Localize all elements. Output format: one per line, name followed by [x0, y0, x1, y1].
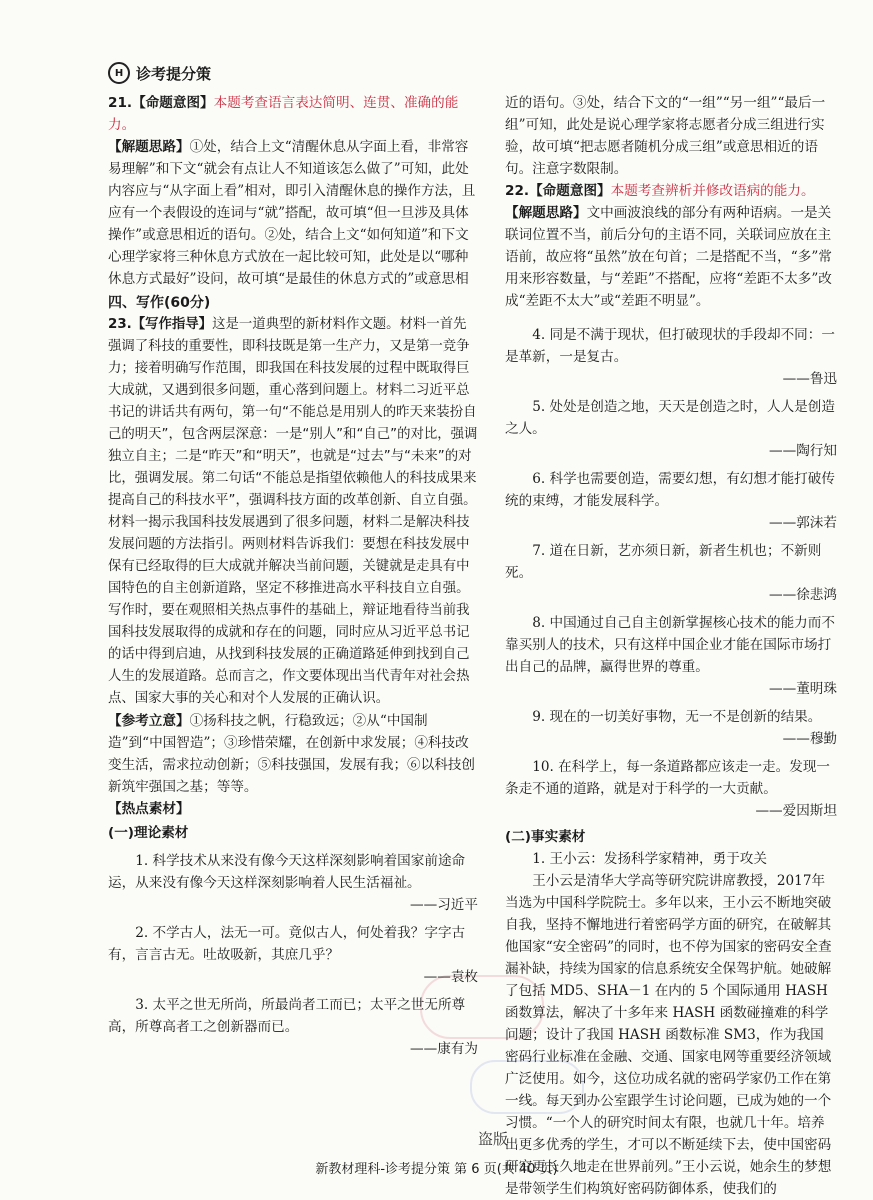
quote-author: ——袁枚 [423, 969, 478, 985]
q21-intent-text: 本题考查语言表达简明、连贯、准确的能力。 [108, 95, 459, 133]
page-footer: 新教材理科-诊考提分策 第 6 页(共 40 页) [315, 1162, 558, 1177]
quote-text: 10. 在科学上，每一条道路都应该走一走。发现一条走不通的道路，就是对于科学的一大贡献。 [505, 759, 831, 797]
q22-intent-text: 本题考查辨析并修改语病的能力。 [610, 183, 815, 199]
quote-author: ——陶行知 [769, 443, 837, 459]
brand-logo-icon: H [108, 62, 130, 84]
quote-item [505, 756, 837, 822]
q23-ideas [108, 710, 478, 798]
brand-title: 诊考提分策 [136, 64, 212, 83]
quote-text: 5. 处处是创造之地，天天是创造之时，人人是创造之人。 [505, 399, 835, 437]
q23-guide-text: 这是一道典型的新材料作文题。材料一首先强调了科技的重要性，即科技既是第一生产力，又是第一竞争力；接着明确写作范围，即我国在科技发展的过程中既取得巨大成就，又遇到很多问题，重心落到问题上。材料二习近平总书记的讲话共有两句，第一句“不能总是用别人的昨天来装扮自己的明天”，包含两层深意：一是“别人”和“自己”的对比，强调独立自主；二是“昨天”和“明天”，也就是“过去”与“未来”的对比，强调发展。第二句话“不能总是指望依赖他人的科技成果来提高自己的科技水平”，强调科技方面的改革创新、自立自强。材料一揭示我国科技发展遇到了很多问题，材料二是解决科技发展问题的方法指引。两则材料告诉我们：要想在科技发展中保有已经取得的巨大成就并解决当前问题，关键就是走具有中国特色的自主创新道路，坚定不移推进高水平科技自立自强。写作时，要在观照相关热点事件的基础上，辩证地看待当前我国科技发展取得的成就和存在的问题，同时应从习近平总书记的话中得到启迪，从找到科技发展的正确道路延伸到找到自己人生的发展道路。总而言之，作文要体现出当代青年对社会热点、国家大事的关心和对个人发展的正确认识。 [108, 317, 478, 706]
quote-text: 3. 太平之世无所尚，所最尚者工而已；太平之世无所尊高，所尊高者工之创新器而已。 [108, 997, 466, 1035]
quote-text: 7. 道在日新，艺亦须日新，新者生机也；不新则死。 [505, 543, 822, 581]
quote-item [108, 922, 478, 988]
quote-author: ——习近平 [410, 897, 478, 913]
quote-author: ——鲁迅 [782, 371, 837, 387]
quote-text: 8. 中国通过自己自主创新掌握核心技术的能力而不靠买别人的技术，只有这样中国企业才能在国际市场打出自己的品牌，赢得世界的尊重。 [505, 615, 835, 675]
piracy-stamp: 盗版 [478, 1130, 509, 1148]
quote-item [505, 468, 837, 534]
quote-author: ——爱因斯坦 [755, 803, 837, 819]
q23-guide-tag: 【写作指导】 [131, 317, 213, 332]
section-writing: 四、写作(60分) [108, 295, 211, 311]
q21-analysis-text: ①处，结合上文“清醒休息从字面上看，非常容易理解”和下文“就会有点让人不知道该怎么做了”可知，此处内容应与“从字面上看”相对，即引入清醒休息的操作方法，且应有一个表假设的连词与“就”搭配，故可填“但一旦涉及具体操作”或意思相近的语句。②处，结合上文“如何知道”和下文心理学家将三种休息方式放在一起比较可知，此处是以“哪种休息方式最好”设问，故可填“是最佳的休息方式的”或意思相 [108, 139, 476, 287]
right-column [505, 92, 837, 1200]
q21-analysis-tag: 【解题思路】 [108, 139, 190, 155]
quote-item [108, 994, 478, 1060]
quote-text: 1. 科学技术从来没有像今天这样深刻影响着国家前途命运，从来没有像今天这样深刻影响着人民生活福祉。 [108, 853, 466, 891]
quote-author: ——董明珠 [769, 681, 837, 697]
quote-text: 4. 同是不满于现状，但打破现状的手段却不同：一是革新，一是复古。 [505, 327, 835, 365]
q23-number: 23. [108, 317, 132, 332]
quote-item [505, 706, 837, 750]
brand-header [108, 62, 211, 84]
q22-analysis [505, 202, 837, 312]
quote-author: ——穆勤 [782, 731, 837, 747]
q22-number: 22. [505, 183, 530, 199]
q22-intent [505, 180, 837, 202]
fact-material-title: (二)事实素材 [505, 829, 586, 845]
quote-item [505, 612, 837, 700]
hot-material-tag: 【热点素材】 [108, 801, 190, 817]
q23-guide [108, 314, 478, 710]
quote-item [505, 396, 837, 462]
q23-ideas-tag: 【参考立意】 [108, 713, 190, 729]
q21-continued: 近的语句。③处，结合下文的“一组”“另一组”“最后一组”可知，此处是说心理学家将志愿者分成三组进行实验，故可填“把志愿者随机分成三组”或意思相近的语句。注意字数限制。 [505, 95, 826, 177]
q22-intent-tag: 【命题意图】 [529, 183, 611, 199]
quote-item [505, 324, 837, 390]
q21-intent [108, 92, 478, 136]
q21-intent-tag: 【命题意图】 [132, 95, 214, 111]
quote-author: ——康有为 [410, 1041, 478, 1057]
quote-text: 6. 科学也需要创造，需要幻想，有幻想才能打破传统的束缚，才能发展科学。 [505, 471, 835, 509]
quote-author: ——徐悲鸿 [769, 587, 837, 603]
q22-analysis-tag: 【解题思路】 [505, 205, 587, 221]
theory-material-title: (一)理论素材 [108, 825, 189, 841]
fact1-text: 王小云是清华大学高等研究院讲席教授，2017年当选为中国科学院院士。多年以来，王小云不断地突破自我，坚持不懈地进行着密码学方面的研究，在破解其他国家“安全密码”的同时，也不停为国家的密码安全查漏补缺，持续为国家的信息系统安全保驾护航。她破解了包括 MD5、SHA－1 在内的 5 个国际通用 HASH 函数算法，解决了十多年来 HASH 函数碰撞难的科学问题；设计了我国 HASH 函数标准 SM3，作为我国密码行业标准在金融、交通、国家电网等重要经济领域广泛使用。如今，这位功成名就的密码学家仍工作在第一线。每天到办公室跟学生讨论问题，已成为她的一个习惯。“一个人的研究时间太有限，也就几十年。培养出更多优秀的学生，才可以不断延续下去，使中国密码研究更长久地走在世界前列。”王小云说，她余生的梦想是带领学生们构筑好密码防御体系，使我们的 [505, 873, 832, 1197]
quote-text: 2. 不学古人，法无一可。竟似古人，何处着我？字字古有，言言古无。吐故吸新，其庶几乎？ [108, 925, 466, 963]
q22-analysis-text: 文中画波浪线的部分有两种语病。一是关联词位置不当，前后分句的主语不同，关联词应放在主语前，故应将“虽然”放在句首；二是搭配不当，“多”常用来形容数量，与“差距”不搭配，应将“差距不太多”改成“差距不太大”或“差距不明显”。 [505, 205, 832, 309]
quote-item [108, 850, 478, 916]
quote-text: 9. 现在的一切美好事物，无一不是创新的结果。 [532, 709, 822, 725]
q21-number: 21. [108, 95, 133, 111]
quote-item [505, 540, 837, 606]
left-column [108, 92, 478, 1064]
q21-analysis [108, 136, 478, 290]
quote-author: ——郭沫若 [769, 515, 837, 531]
q23-ideas-text: ①扬科技之帆，行稳致远；②从“中国制造”到“中国智造”；③珍惜荣耀，在创新中求发展；④科技改变生活，需求拉动创新；⑤科技强国，发展有我；⑥以科技创新筑牢强国之基；等等。 [108, 713, 476, 795]
fact1-title: 1. 王小云：发扬科学家精神，勇于攻关 [532, 851, 767, 867]
